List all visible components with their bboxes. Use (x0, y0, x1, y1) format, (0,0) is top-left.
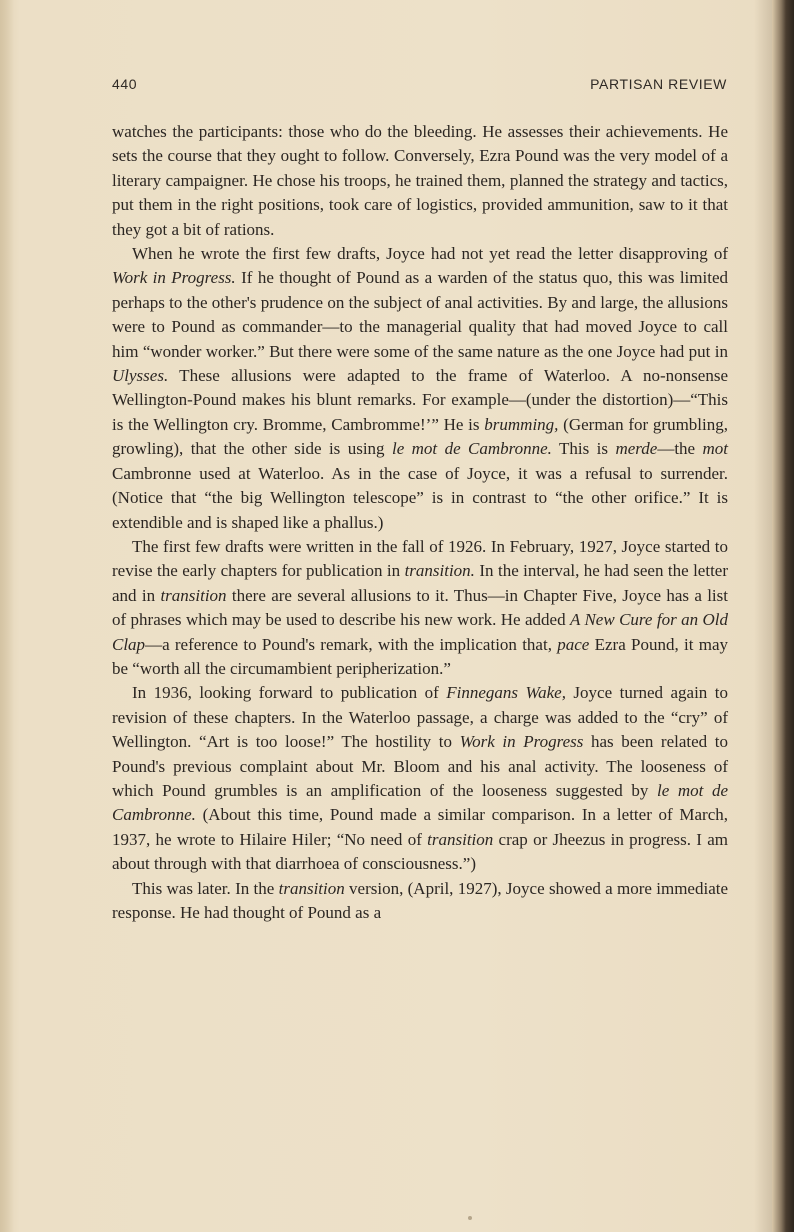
paragraph (112, 242, 728, 535)
italic-text: mot (702, 439, 728, 459)
italic-text: le mot de Cambronne. (112, 780, 728, 825)
italic-text: transition (160, 585, 227, 605)
italic-text: transition. (404, 561, 475, 581)
page-number: 440 (112, 76, 138, 92)
italic-text: pace (557, 634, 590, 654)
italic-text: A New Cure for an Old Clap (112, 610, 728, 654)
gutter-shadow (754, 0, 772, 1232)
paragraph (112, 681, 728, 876)
italic-text: transition (427, 829, 494, 849)
paragraph (112, 877, 728, 926)
text-run: crap or Jheezus in progress. I am about through with that diarrhoea of consciousness.”) (112, 829, 728, 874)
text-run: The first few drafts were written in the fall of 1926. In February, 1927, Joyce started to revise the early chapters for publication in (112, 536, 728, 581)
text-run: there are several allusions to it. Thus—in Chapter Five, Joyce has a list of phrases which may be used to describe his new work. He added (112, 585, 728, 630)
book-gutter (772, 0, 794, 1232)
text-run: Cambronne used at Waterloo. As in the case of Joyce, it was a refusal to surrender. (Notice that “the big Wellington telescope” is in contrast to “the other orifice.” It is extendible and is shaped like a phallus.) (112, 463, 728, 532)
text-run: (German for grumbling, growling), that the other side is using (112, 414, 728, 459)
text-run: This is (551, 439, 616, 459)
italic-text: Work in Progress (459, 732, 584, 752)
text-run: —a reference to Pound's remark, with the implication that, (145, 634, 558, 654)
italic-text: merde (615, 439, 658, 459)
text-run: These allusions were adapted to the frame of Waterloo. A no-nonsense Wellington-Pound makes his blunt remarks. For example—(under the distortion)—“This is the Wellington cry. Bromme, Cambromme!’” He is (112, 366, 728, 434)
italic-text: Finnegans Wake, (446, 683, 566, 703)
text-run: Ezra Pound, it may be “worth all the circumambient peripherization.” (112, 634, 728, 678)
text-run: This was later. In the (132, 878, 279, 898)
paper-speck (468, 1216, 472, 1220)
italic-text: transition (278, 878, 345, 898)
text-run: watches the participants: those who do the bleeding. He assesses their achievements. He sets the course that they ought to follow. Conversely, Ezra Pound was the very model of a literary campaigner. He chose his troops, he trained them, planned the strategy and tactics, put them in the right positions, took care of logistics, provided ammunition, saw to it that they got a bit of rations. (112, 122, 728, 239)
text-run: Joyce turned again to revision of these chapters. In the Waterloo passage, a charge was added to the “cry” of Wellington. “Art is too loose!” The hostility to (112, 683, 728, 752)
paragraph (112, 120, 728, 242)
italic-text: brumming, (484, 414, 559, 434)
italic-text: Ulysses. (112, 366, 169, 386)
text-run: version, (April, 1927), Joyce showed a more immediate response. He had thought of Pound as a (112, 878, 729, 922)
journal-title: PARTISAN REVIEW (590, 76, 727, 92)
text-run: —the (657, 439, 703, 459)
italic-text: Work in Progress. (112, 268, 236, 288)
text-run: In 1936, looking forward to publication of (132, 683, 447, 703)
text-run: If he thought of Pound as a warden of the status quo, this was limited perhaps to the other's prudence on the subject of anal activities. By and large, the allusions were to Pound as commander—to the managerial quality that had moved Joyce to call him “wonder worker.” But there were some of the same nature as the one Joyce had put in (112, 268, 728, 361)
italic-text: le mot de Cambronne. (391, 439, 552, 459)
page-left-edge (0, 0, 14, 1232)
text-run: has been related to Pound's previous complaint about Mr. Bloom and his anal activity. The looseness of which Pound grumbles is an amplification of the looseness suggested by (112, 732, 728, 800)
text-run: (About this time, Pound made a similar comparison. In a letter of March, 1937, he wrote to Hilaire Hiler; “No need of (112, 805, 728, 849)
text-run: When he wrote the first few drafts, Joyce had not yet read the letter disapproving of (132, 244, 728, 264)
text-run: In the interval, he had seen the letter and in (112, 561, 729, 605)
paragraph (112, 535, 728, 681)
body-text (112, 120, 728, 925)
